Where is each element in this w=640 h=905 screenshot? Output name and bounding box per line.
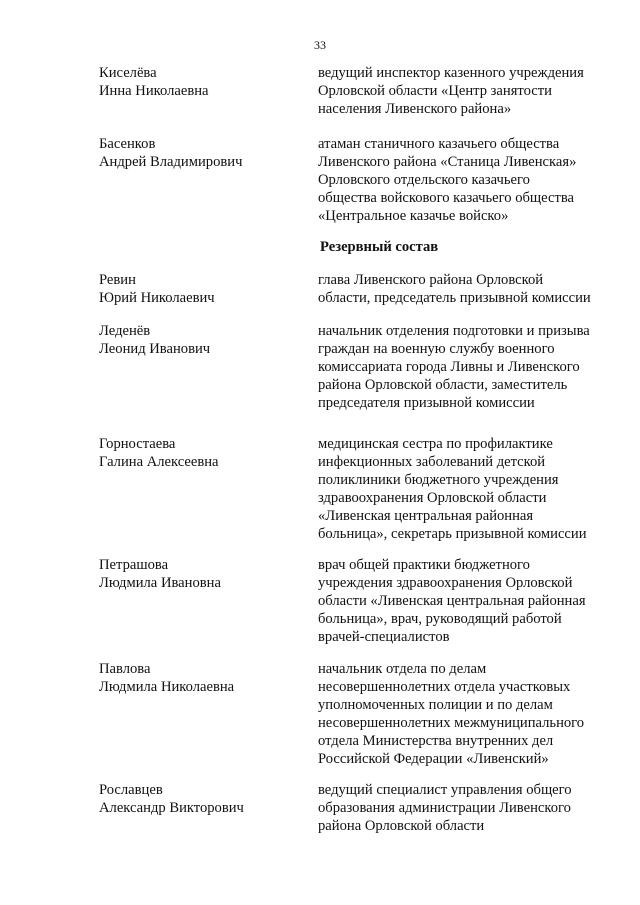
role-line: населения Ливенского района» [318, 101, 512, 117]
role-line: «Центральное казачье войско» [318, 208, 509, 224]
given-names: Инна Николаевна [99, 83, 209, 99]
role-line: здравоохранения Орловской области [318, 490, 547, 506]
role-line: Орловской области «Центр занятости [318, 83, 552, 99]
role-line: начальник отделения подготовки и призыва [318, 323, 590, 339]
member-name [99, 271, 299, 307]
role-line: района Орловской области, заместитель [318, 377, 568, 393]
member-name [99, 781, 299, 817]
surname: Басенков [99, 136, 156, 152]
role-line: атаман станичного казачьего общества [318, 136, 560, 152]
member-role [318, 660, 618, 768]
member-role [318, 322, 618, 412]
role-line: образования администрации Ливенского [318, 800, 571, 816]
given-names: Людмила Ивановна [99, 575, 221, 591]
member-name [99, 556, 299, 592]
given-names: Людмила Николаевна [99, 679, 235, 695]
surname: Горностаева [99, 436, 176, 452]
surname: Павлова [99, 661, 151, 677]
role-line: области, председатель призывной комиссии [318, 290, 591, 306]
role-line: Ливенского района «Станица Ливенская» [318, 154, 577, 170]
role-line: ведущий инспектор казенного учреждения [318, 65, 584, 81]
given-names: Юрий Николаевич [99, 290, 215, 306]
role-line: ведущий специалист управления общего [318, 782, 572, 798]
role-line: учреждения здравоохранения Орловской [318, 575, 573, 591]
role-line: глава Ливенского района Орловской [318, 272, 544, 288]
member-role [318, 435, 618, 543]
role-line: уполномоченных полиции и по делам [318, 697, 553, 713]
surname: Киселёва [99, 65, 157, 81]
role-line: врач общей практики бюджетного [318, 557, 530, 573]
member-name [99, 322, 299, 358]
member-name [99, 435, 299, 471]
role-line: врачей-специалистов [318, 629, 450, 645]
role-line: комиссариата города Ливны и Ливенского [318, 359, 580, 375]
surname: Леденёв [99, 323, 151, 339]
role-line: граждан на военную службу военного [318, 341, 555, 357]
given-names: Андрей Владимирович [99, 154, 243, 170]
role-line: больница», врач, руководящий работой [318, 611, 562, 627]
role-line: области «Ливенская центральная районная [318, 593, 586, 609]
member-name [99, 64, 299, 100]
member-role [318, 556, 618, 646]
role-line: председателя призывной комиссии [318, 395, 535, 411]
member-name [99, 135, 299, 171]
role-line: инфекционных заболеваний детской [318, 454, 546, 470]
role-line: Российской Федерации «Ливенский» [318, 751, 549, 767]
reserve-heading: Резервный состав [320, 239, 439, 255]
given-names: Леонид Иванович [99, 341, 211, 357]
member-role [318, 135, 618, 225]
member-role [318, 271, 618, 307]
role-line: несовершеннолетних отдела участковых [318, 679, 571, 695]
given-names: Александр Викторович [99, 800, 244, 816]
member-role [318, 64, 618, 118]
member-name [99, 660, 299, 696]
surname: Петрашова [99, 557, 169, 573]
role-line: общества войскового казачьего общества [318, 190, 575, 206]
role-line: медицинская сестра по профилактике [318, 436, 553, 452]
role-line: несовершеннолетних межмуниципального [318, 715, 585, 731]
role-line: поликлиники бюджетного учреждения [318, 472, 559, 488]
role-line: отдела Министерства внутренних дел [318, 733, 554, 749]
role-line: больница», секретарь призывной комиссии [318, 526, 587, 542]
role-line: «Ливенская центральная районная [318, 508, 534, 524]
given-names: Галина Алексеевна [99, 454, 219, 470]
role-line: начальник отдела по делам [318, 661, 487, 677]
surname: Рославцев [99, 782, 163, 798]
member-role [318, 781, 618, 835]
page-number: 33 [314, 38, 326, 52]
role-line: Орловского отдельского казачьего [318, 172, 530, 188]
surname: Ревин [99, 272, 136, 288]
role-line: района Орловской области [318, 818, 485, 834]
